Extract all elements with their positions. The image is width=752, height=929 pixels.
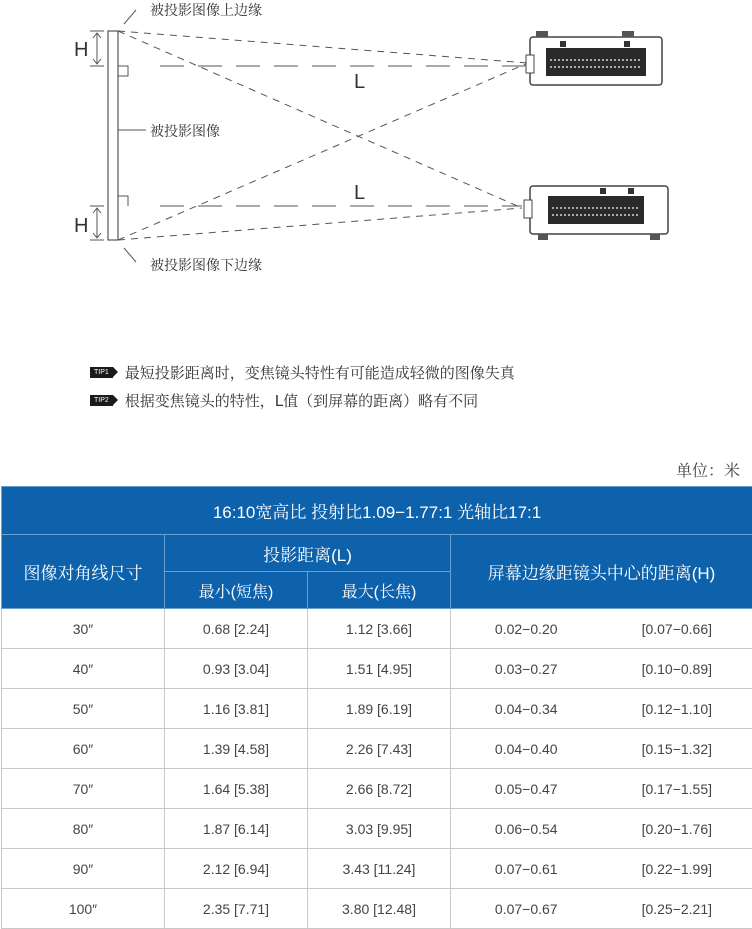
table-title: 16:10宽高比 投射比1.09−1.77:1 光轴比17:1	[2, 487, 752, 535]
table-row	[2, 689, 752, 729]
col-header-distance: 投影距离(L)	[165, 535, 451, 572]
cell-offset-ft: [0.15−1.32]	[602, 741, 752, 757]
tip-badge: TIP1	[90, 367, 113, 378]
cell-offset	[451, 849, 752, 889]
cell-min: 0.93 [3.04]	[165, 649, 308, 689]
cell-size: 60″	[2, 729, 165, 769]
tip-item	[90, 386, 515, 414]
cell-offset-ft: [0.25−2.21]	[602, 901, 752, 917]
tip-item	[90, 358, 515, 386]
cell-offset	[451, 609, 752, 649]
cell-offset-ft: [0.10−0.89]	[602, 661, 752, 677]
table-row	[2, 809, 752, 849]
cell-max: 3.03 [9.95]	[308, 809, 451, 849]
cell-min: 1.39 [4.58]	[165, 729, 308, 769]
cell-offset-ft: [0.22−1.99]	[602, 861, 752, 877]
table-row	[2, 889, 752, 929]
cell-offset	[451, 649, 752, 689]
projector-bottom-icon	[524, 186, 668, 240]
cell-offset-ft: [0.20−1.76]	[602, 821, 752, 837]
cell-offset-m: 0.04−0.40	[451, 741, 602, 757]
cell-size: 100″	[2, 889, 165, 929]
cell-max: 3.43 [11.24]	[308, 849, 451, 889]
cell-size: 80″	[2, 809, 165, 849]
col-header-size: 图像对角线尺寸	[2, 535, 165, 609]
cell-max: 3.80 [12.48]	[308, 889, 451, 929]
screen-bar	[108, 31, 118, 240]
top-edge-label: 被投影图像上边缘	[150, 2, 262, 19]
cell-offset-m: 0.07−0.67	[451, 901, 602, 917]
col-header-min: 最小(短焦)	[165, 572, 308, 609]
h-label-top: H	[74, 39, 88, 61]
l-label-bottom: L	[354, 182, 365, 204]
tip-badge: TIP2	[90, 395, 113, 406]
cell-offset	[451, 769, 752, 809]
bottom-edge-label: 被投影图像下边缘	[150, 257, 262, 274]
cell-min: 2.35 [7.71]	[165, 889, 308, 929]
cell-max: 1.12 [3.66]	[308, 609, 451, 649]
tip-text: 最短投影距离时，变焦镜头特性有可能造成轻微的图像失真	[125, 362, 515, 383]
cell-max: 2.66 [8.72]	[308, 769, 451, 809]
projection-distance-table	[1, 486, 752, 929]
projection-diagram	[0, 0, 752, 300]
h-label-bottom: H	[74, 215, 88, 237]
cell-min: 1.87 [6.14]	[165, 809, 308, 849]
cell-offset	[451, 689, 752, 729]
table-row	[2, 649, 752, 689]
cell-size: 50″	[2, 689, 165, 729]
cell-size: 70″	[2, 769, 165, 809]
col-header-max: 最大(长焦)	[308, 572, 451, 609]
cell-offset-m: 0.04−0.34	[451, 701, 602, 717]
unit-label: 单位：米	[676, 458, 740, 481]
table-row	[2, 729, 752, 769]
cell-offset-m: 0.07−0.61	[451, 861, 602, 877]
tips-section	[90, 358, 515, 414]
cell-offset	[451, 889, 752, 929]
cell-min: 1.64 [5.38]	[165, 769, 308, 809]
cell-offset	[451, 729, 752, 769]
cell-offset-m: 0.05−0.47	[451, 781, 602, 797]
cell-min: 0.68 [2.24]	[165, 609, 308, 649]
cell-offset-ft: [0.12−1.10]	[602, 701, 752, 717]
cell-offset-ft: [0.07−0.66]	[602, 621, 752, 637]
cell-offset-m: 0.06−0.54	[451, 821, 602, 837]
cell-offset-ft: [0.17−1.55]	[602, 781, 752, 797]
cell-offset-m: 0.03−0.27	[451, 661, 602, 677]
table-row	[2, 849, 752, 889]
cell-min: 2.12 [6.94]	[165, 849, 308, 889]
cell-max: 2.26 [7.43]	[308, 729, 451, 769]
cell-max: 1.51 [4.95]	[308, 649, 451, 689]
cell-size: 90″	[2, 849, 165, 889]
cell-offset	[451, 809, 752, 849]
cell-min: 1.16 [3.81]	[165, 689, 308, 729]
tip-text: 根据变焦镜头的特性，L值（到屏幕的距离）略有不同	[125, 390, 478, 411]
cell-max: 1.89 [6.19]	[308, 689, 451, 729]
projector-top-icon	[526, 31, 662, 85]
image-label: 被投影图像	[150, 123, 220, 140]
cell-size: 30″	[2, 609, 165, 649]
cell-offset-m: 0.02−0.20	[451, 621, 602, 637]
l-label-top: L	[354, 71, 365, 93]
cell-size: 40″	[2, 649, 165, 689]
col-header-offset: 屏幕边缘距镜头中心的距离(H)	[451, 535, 752, 609]
table-row	[2, 769, 752, 809]
table-row	[2, 609, 752, 649]
